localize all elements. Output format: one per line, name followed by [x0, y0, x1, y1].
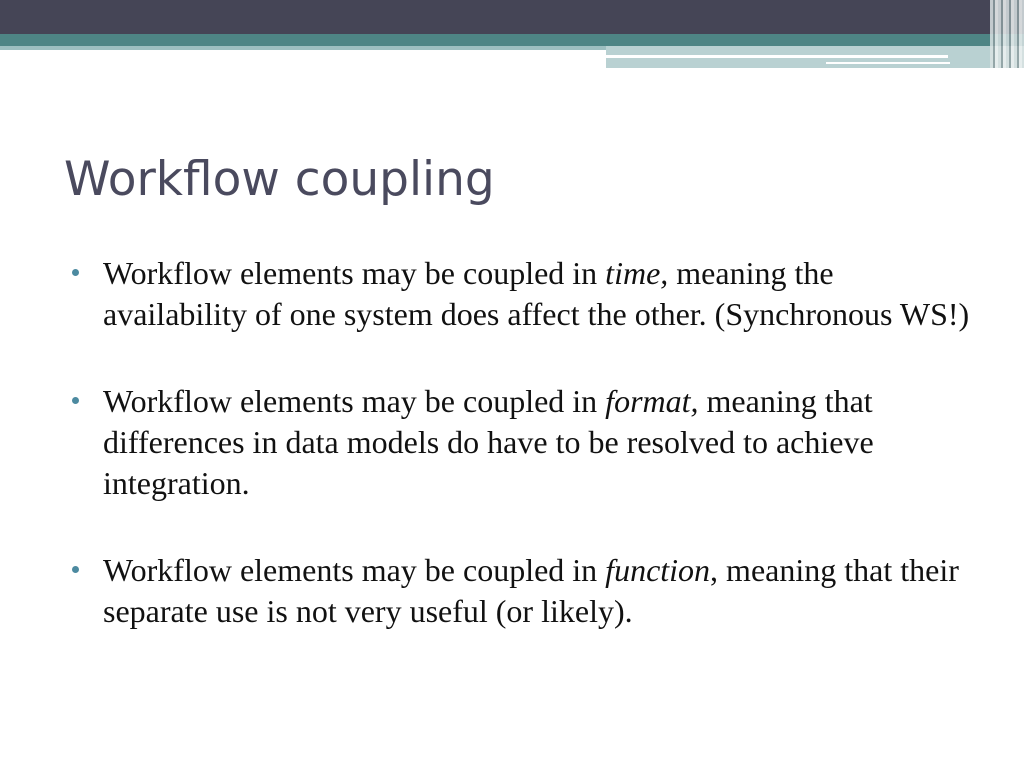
bullet-dot-icon — [72, 566, 79, 573]
header-band-dark — [0, 0, 1024, 34]
bullet-item — [72, 550, 972, 632]
bullet-text-prefix: Workflow elements may be coupled in — [103, 552, 606, 588]
bullet-text-prefix: Workflow elements may be coupled in — [103, 383, 606, 419]
bullet-item — [72, 381, 972, 504]
bullet-dot-icon — [72, 269, 79, 276]
header-band-line — [826, 62, 950, 64]
bullet-text-emphasis: format, — [605, 383, 699, 419]
bullet-list — [72, 253, 972, 678]
bullet-text-emphasis: function — [605, 552, 711, 588]
bullet-text-rest: meaning the availability of one system does affect the other. (Synchronous WS!) — [103, 255, 970, 332]
slide-title: Workflow coupling — [64, 152, 495, 207]
bullet-text-emphasis: time, — [605, 255, 669, 291]
header-band-line — [606, 55, 948, 58]
bullet-item — [72, 253, 972, 335]
bullet-text-rest: , meaning that their separate use is not very useful (or likely). — [103, 552, 959, 629]
header-band-stripes — [990, 0, 1024, 68]
bullet-text-rest: meaning that differences in data models do have to be resolved to achieve integration. — [103, 383, 874, 501]
bullet-dot-icon — [72, 397, 79, 404]
header-band-light-strip — [0, 46, 606, 50]
bullet-text-prefix: Workflow elements may be coupled in — [103, 255, 606, 291]
